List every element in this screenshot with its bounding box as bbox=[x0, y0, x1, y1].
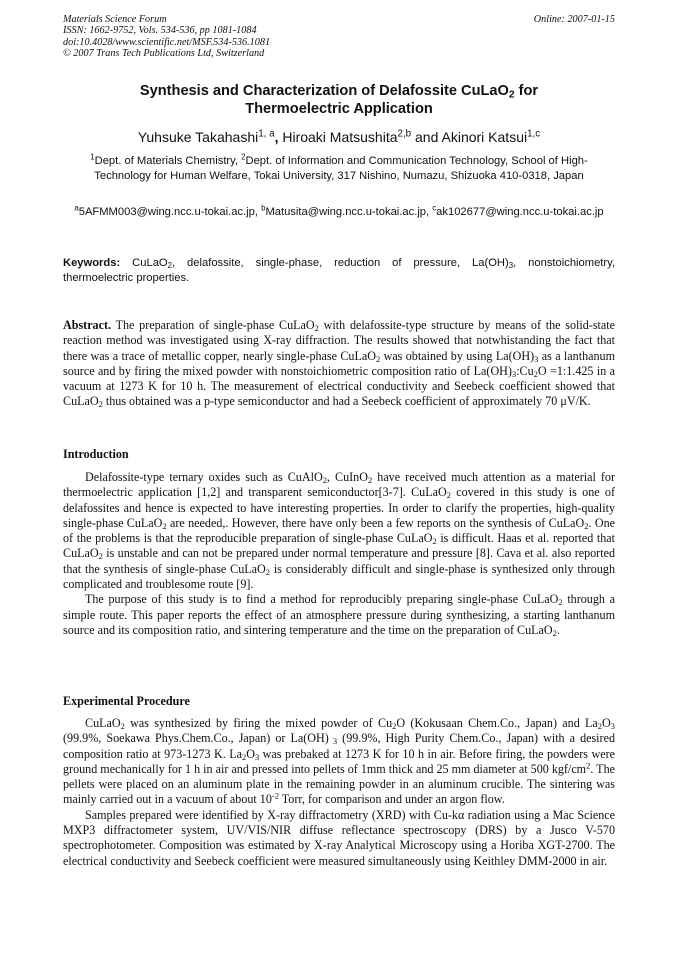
body-text: are needed,. However, there have only been a few reports on the synthesis of CuLaO bbox=[166, 515, 585, 530]
abstract-text: :Cu bbox=[516, 363, 534, 378]
email-mark: a bbox=[74, 203, 79, 213]
abstract-text: with delafossite-type structure by means of the solid-state reaction method was investigated using X-ray diffraction. The results showed that notwhistanding the fact that there was a trace of metallic copper, nearly single-phase CuLaO bbox=[63, 318, 615, 363]
body-subscript: 3 bbox=[328, 736, 338, 747]
affiliations bbox=[63, 154, 615, 183]
body-subscript: 2 bbox=[98, 551, 103, 562]
body-text: was synthesized by firing the mixed powder of Cu bbox=[124, 716, 393, 730]
affil-mark: 1 bbox=[90, 152, 95, 162]
title-text: for bbox=[514, 83, 539, 99]
body-subscript: 3 bbox=[610, 721, 615, 732]
body-text: Delafossite-type ternary oxides such as CuAlO bbox=[85, 470, 323, 484]
body-text: O (Kokusaan Chem.Co., Japan) and La bbox=[396, 716, 598, 730]
intro-paragraph bbox=[63, 592, 615, 638]
experimental-section bbox=[63, 716, 615, 869]
body-subscript: 2 bbox=[162, 521, 167, 531]
experimental-paragraph: Samples prepared were identified by X-ray diffractometry (XRD) with Cu-kα radiation using a Mac Science MXP3 diffractometer system, UV/VIS/NIR diffuse reflectance spectroscopy (DRS) by a Jusco V-570 spectrophotometer. Composition was estimated by X-ray Analytical Microscopy using a Horiba XGT-2700. The electrical conductivity and Seebeck coefficient were measured simultaneously using Keithley DMM-2000 in air. bbox=[63, 807, 615, 868]
body-subscript: 2 bbox=[322, 475, 327, 486]
affil-text: Dept. of Materials Chemistry, bbox=[94, 155, 242, 167]
abstract-subscript: 2 bbox=[314, 323, 319, 334]
abstract-subscript: 2 bbox=[375, 353, 381, 364]
affil-text: Dept. of Information and Communication Technology, School of High-Technology for Human Welfare, Tokai University, 317 Nishino, Numazu, Shizuoka 410-0318, Japan bbox=[94, 155, 588, 182]
body-subscript: 2 bbox=[241, 751, 247, 762]
title-subscript: 2 bbox=[508, 89, 515, 101]
body-subscript: 2 bbox=[392, 721, 397, 732]
keywords-text: CuLaO bbox=[120, 257, 168, 269]
author-name: Yuhsuke Takahashi bbox=[137, 129, 259, 145]
abstract-text: thus obtained was a p-type semiconductor and had a Seebeck coefficient of approximately 70 μV/K. bbox=[102, 394, 591, 409]
body-text: The purpose of this study is to find a method for reproducibly preparing single-phase CuLaO bbox=[85, 592, 559, 607]
body-text: . bbox=[556, 622, 560, 637]
body-text: (99.9%, Soekawa Phys.Chem.Co., Japan) or La(OH) bbox=[63, 731, 329, 746]
body-text: Torr, for comparison and under an argon flow. bbox=[278, 792, 505, 807]
author-emails bbox=[63, 205, 615, 220]
paper-title bbox=[63, 82, 615, 118]
keywords-subscript: 2 bbox=[167, 260, 172, 270]
author-affil-mark: 2,b bbox=[397, 128, 412, 140]
experimental-heading: Experimental Procedure bbox=[63, 694, 190, 708]
keywords-subscript: 3 bbox=[508, 260, 514, 270]
body-text: . One of the problems is that the reproducible preparation of single-phase CuLaO bbox=[63, 515, 615, 546]
author-separator: and bbox=[411, 129, 442, 145]
issn-line: ISSN: 1662-9752, Vols. 534-536, pp 1081-1084 bbox=[63, 25, 257, 37]
body-subscript: 2 bbox=[558, 597, 563, 608]
author-name: Akinori Katsui bbox=[441, 129, 528, 145]
abstract-label: Abstract. bbox=[63, 318, 112, 332]
abstract-paragraph bbox=[63, 318, 615, 410]
abstract-text: as a lanthanum source and by firing the mixed powder with nonstoichiometric composition ratio of La(OH) bbox=[63, 348, 615, 378]
body-text: CuLaO bbox=[85, 716, 121, 730]
body-text: . The pellets were placed on an aluminum plate in the remaining powder in an aluminum crucible. The sintering was mainly carried out in a vacuum of about 10 bbox=[63, 761, 615, 807]
introduction-section bbox=[63, 470, 615, 638]
abstract-subscript: 2 bbox=[98, 399, 103, 410]
author-list bbox=[63, 128, 615, 146]
body-text: was prebaked at 1273 K for 10 h in air. Before firing, the powders were ground mechanically for 1 h in air and pressed into pellets of 1mm thick and 25 mm diameter at 500 kgf/cm bbox=[63, 746, 615, 776]
title-text: Thermoelectric Application bbox=[245, 101, 433, 117]
body-text: (99.9%, High Purity Chem.Co., Japan) with a desired composition ratio at 973-1273 K. La bbox=[63, 731, 615, 761]
body-subscript: 2 bbox=[552, 628, 557, 639]
author-affil-mark: 1, a bbox=[258, 128, 275, 140]
body-subscript: 2 bbox=[446, 490, 451, 501]
journal-header bbox=[63, 14, 615, 60]
email-mark: c bbox=[432, 203, 437, 213]
body-text: covered in this study is one of delafossites and hence is expected to have interesting properties. In order to clarify the properties, high-quality single-phase CuLaO bbox=[63, 485, 615, 530]
body-text: through a simple route. This paper reports the effect of an atmosphere pressure during synthesizing, a starting lanthanum source and its composition ratio, and sintering temperature and the time on the preparation of CuLaO bbox=[63, 592, 615, 637]
body-text: is difficult. Haas et al. reported that CuLaO bbox=[63, 531, 616, 561]
body-subscript: 2 bbox=[432, 536, 437, 547]
body-subscript: 2 bbox=[120, 721, 125, 732]
email-mark: b bbox=[261, 203, 266, 213]
body-subscript: 2 bbox=[367, 475, 373, 486]
abstract-text: O =1:1.425 in a vacuum at 1273 K for 10 h. The measurement of electrical conductivity and Seebeck coefficient showed that CuLaO bbox=[63, 363, 615, 409]
keywords-text: , delafossite, single-phase, reduction of pressure, La(OH) bbox=[171, 257, 509, 269]
introduction-heading: Introduction bbox=[63, 447, 129, 461]
abstract-subscript: 3 bbox=[511, 369, 517, 379]
keywords-text: , nonstoichiometry, thermoelectric properties. bbox=[63, 257, 616, 284]
body-text: , CuInO bbox=[326, 470, 368, 484]
body-text: is unstable and can not be prepared under normal temperature and pressure [8]. Cava et al. also reported that the synthesis of single-phase CuLaO bbox=[63, 546, 615, 576]
author-name: Hiroaki Matsushita bbox=[282, 129, 398, 145]
author-separator: , bbox=[274, 129, 283, 145]
body-text: have received much attention as a material for thermoelectric application [1,2] and transparent semiconductor[3-7]. CuLaO bbox=[63, 470, 615, 500]
doi-line: doi:10.4028/www.scientific.net/MSF.534-536.1081 bbox=[63, 36, 271, 48]
body-text: is considerably difficult and single-phase is synthesized only through complicated and troublesome route [9]. bbox=[63, 561, 615, 592]
body-subscript: 3 bbox=[254, 751, 260, 762]
abstract-text: The preparation of single-phase CuLaO bbox=[111, 318, 315, 332]
body-subscript: 2 bbox=[265, 566, 270, 577]
email-address[interactable]: 5AFMM003@wing.ncc.u-tokai.ac.jp, bbox=[78, 206, 262, 218]
body-text: O bbox=[602, 716, 611, 730]
online-date: Online: 2007-01-15 bbox=[533, 14, 615, 25]
intro-paragraph bbox=[63, 470, 615, 592]
email-address[interactable]: Matusita@wing.ncc.u-tokai.ac.jp, bbox=[265, 206, 433, 218]
abstract-text: was obtained by using La(OH) bbox=[380, 348, 535, 363]
body-superscript: 2 bbox=[586, 760, 591, 771]
body-subscript: 2 bbox=[584, 521, 589, 531]
affil-mark: 2 bbox=[241, 152, 246, 162]
copyright-line: © 2007 Trans Tech Publications Ltd, Switzerland bbox=[63, 48, 265, 60]
body-subscript: 2 bbox=[597, 721, 603, 732]
abstract-subscript: 2 bbox=[533, 369, 538, 379]
journal-name: Materials Science Forum bbox=[63, 14, 167, 25]
experimental-paragraph bbox=[63, 716, 615, 808]
body-text: O bbox=[246, 746, 255, 761]
email-address[interactable]: ak102677@wing.ncc.u-tokai.ac.jp bbox=[436, 206, 604, 218]
author-affil-mark: 1,c bbox=[527, 128, 541, 140]
keywords-label: Keywords: bbox=[63, 257, 121, 269]
abstract-subscript: 3 bbox=[534, 353, 539, 364]
body-superscript: -2 bbox=[271, 790, 279, 801]
keywords bbox=[63, 256, 615, 285]
abstract bbox=[63, 318, 615, 410]
title-text: Synthesis and Characterization of Delafossite CuLaO bbox=[139, 83, 509, 99]
